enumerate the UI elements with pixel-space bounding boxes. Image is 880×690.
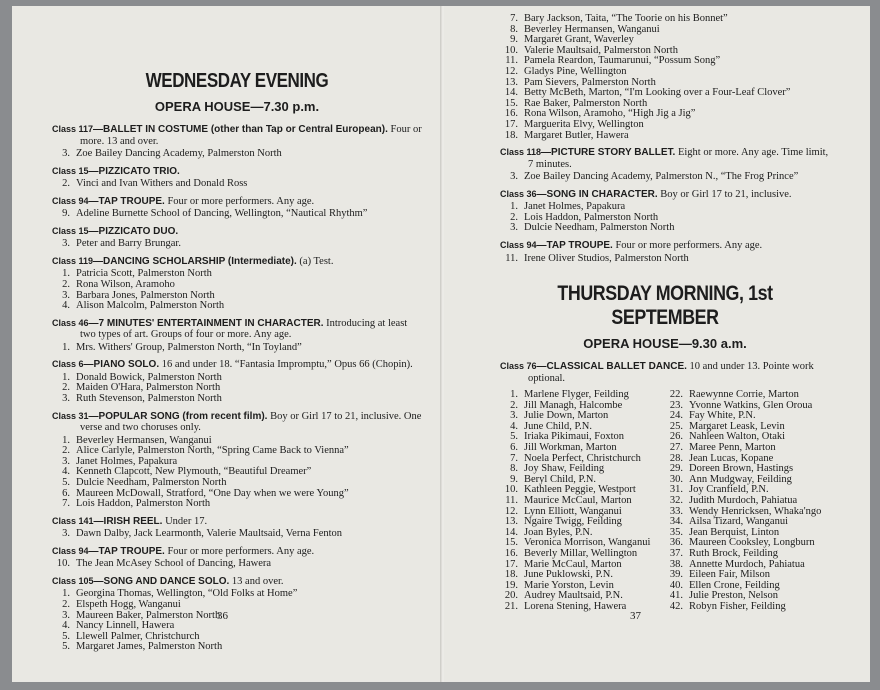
class-heading: Class 76—CLASSICAL BALLET DANCE. 10 and under 13. Pointe work optional.	[500, 361, 814, 384]
entry-text: Mrs. Withers' Group, Palmerston North, “In Toyland”	[76, 341, 302, 353]
entry-text: Kenneth Clapcott, New Plymouth, “Beautiful Dreamer”	[76, 466, 312, 478]
entry-number: 29.	[669, 463, 683, 475]
entry-text: Iriaka Pikimaui, Foxton	[524, 431, 625, 443]
entry-text: Nahleen Walton, Otaki	[689, 431, 786, 443]
entry-text: Maureen Cooksley, Longburn	[689, 537, 815, 549]
entry-list	[52, 269, 422, 311]
class-description: Four or more. 13 and over.	[80, 124, 422, 147]
entry-number: 21.	[504, 600, 518, 612]
entry-text: Pam Sievers, Palmerston North	[524, 76, 656, 88]
class-title: —PIZZICATO DUO.	[88, 225, 179, 237]
entry-number: 17.	[504, 118, 518, 130]
entry-number: 4.	[62, 300, 70, 312]
entry-number: 37.	[669, 548, 683, 559]
class-list	[52, 124, 422, 653]
entry-text: Lois Haddon, Palmerston North	[524, 211, 659, 223]
entry-text: Elspeth Hogg, Wanganui	[76, 599, 181, 611]
entry-text: Beverly Millar, Wellington	[524, 548, 638, 559]
class-heading	[52, 226, 422, 238]
entry-number: 10.	[504, 484, 518, 496]
day-title: WEDNESDAY EVENING	[145, 70, 329, 92]
class-title: —TAP TROUPE.	[88, 545, 165, 557]
entry-number: 24.	[669, 410, 683, 422]
entry-text: Maree Penn, Marton	[689, 442, 776, 454]
entry-item	[52, 529, 422, 540]
entry-number: 23.	[669, 399, 683, 411]
entry-text: Margaret Leask, Levin	[689, 420, 785, 432]
entry-number: 32.	[669, 495, 683, 507]
class-title: —SONG IN CHARACTER.	[536, 188, 658, 200]
entry-number: 10.	[504, 44, 518, 56]
entry-text: Peter and Barry Brungar.	[76, 238, 181, 250]
class-number: Class 31	[52, 410, 89, 421]
class-number: Class 141	[52, 515, 94, 526]
class-heading	[52, 196, 422, 208]
class-heading	[52, 411, 422, 434]
entry-number: 1.	[510, 389, 518, 401]
entry-number: 11.	[505, 252, 518, 264]
venue-heading: OPERA HOUSE—7.30 p.m.	[154, 99, 320, 114]
entry-number: 14.	[504, 526, 518, 538]
page-number: 36	[217, 610, 228, 622]
entry-item	[52, 280, 422, 291]
entry-item	[52, 478, 422, 489]
entry-number: 11.	[505, 55, 518, 67]
entry-text: Ellen Crone, Feilding	[689, 579, 780, 591]
entry-text: Julie Preston, Nelson	[689, 590, 778, 602]
entry-number: 35.	[669, 526, 683, 538]
entry-text: Beverley Hermansen, Wanganui	[524, 23, 660, 35]
entry-number: 14.	[504, 87, 518, 99]
entry-number: 11.	[505, 495, 518, 507]
entry-number: 15.	[504, 537, 518, 549]
entry-number: 26.	[669, 431, 683, 443]
entry-number: 3.	[62, 289, 70, 301]
entry-text: Margaret Grant, Waverley	[524, 34, 634, 46]
entry-text: Raewynne Corrie, Marton	[689, 389, 799, 401]
class-number: Class 94	[52, 195, 89, 206]
entry-item	[500, 223, 830, 234]
entry-text: Margaret James, Palmerston North	[76, 641, 223, 653]
class-number: Class 15	[52, 225, 89, 236]
entry-number: 12.	[504, 505, 518, 517]
entry-column-right	[665, 390, 830, 612]
entry-item	[500, 131, 830, 142]
entry-text: Alison Malcolm, Palmerston North	[76, 300, 225, 312]
entry-text: Ann Mudgway, Feilding	[689, 473, 792, 485]
entry-text: Vinci and Ivan Withers and Donald Ross	[76, 178, 248, 190]
entry-number: 9.	[510, 34, 518, 46]
class-title: —PIANO SOLO.	[83, 359, 160, 371]
class-heading	[500, 147, 830, 170]
entry-item	[500, 67, 830, 78]
continued-entries	[500, 14, 830, 141]
entry-number: 4.	[62, 466, 70, 478]
class-description: 16 and under 18. “Fantasia Impromptu,” Opus 66 (Chopin).	[159, 359, 413, 371]
entry-text: Maureen McDowall, Stratford, “One Day when we were Young”	[76, 487, 349, 499]
entry-number: 6.	[62, 487, 70, 499]
entry-number: 3.	[62, 393, 70, 405]
class-description: Four or more performers. Any age.	[164, 545, 315, 557]
entry-text: Barbara Jones, Palmerston North	[76, 289, 215, 301]
entry-number: 40.	[669, 579, 683, 591]
entry-text: Adeline Burnette School of Dancing, Wellington, “Nautical Rhythm”	[76, 208, 368, 220]
entry-text: Veronica Morrison, Wanganui	[524, 537, 651, 549]
entry-number: 13.	[504, 76, 518, 88]
class-description: 13 and over.	[229, 575, 284, 587]
entry-text: Margaret Butler, Hawera	[524, 129, 629, 141]
entry-text: Georgina Thomas, Wellington, “Old Folks at Home”	[76, 588, 298, 600]
entry-item	[52, 239, 422, 250]
entry-text: Bary Jackson, Taita, “The Toorie on his Bonnet”	[524, 13, 728, 24]
entry-list	[500, 254, 830, 265]
entry-text: Jill Managh, Halcombe	[524, 399, 623, 411]
entry-item	[52, 343, 422, 354]
entry-text: Jean Berquist, Linton	[689, 526, 780, 538]
entry-text: Alice Carlyle, Palmerston North, “Spring Came Back to Vienna”	[76, 445, 349, 457]
entry-number: 3.	[62, 455, 70, 467]
entry-text: Patricia Scott, Palmerston North	[76, 268, 212, 280]
class-description: Under 17.	[162, 515, 208, 527]
class-number: Class 36	[500, 188, 537, 199]
day-title: THURSDAY MORNING, 1st SEPTEMBER	[557, 282, 773, 330]
class-title: —IRISH REEL.	[93, 515, 163, 527]
entry-number: 6.	[510, 442, 518, 454]
class-heading	[52, 124, 422, 147]
entry-item	[52, 394, 422, 405]
entry-number: 2.	[510, 399, 518, 411]
entry-number: 5.	[510, 431, 518, 443]
entry-text: Beverley Hermansen, Wanganui	[76, 434, 212, 446]
entry-number: 9.	[62, 208, 70, 220]
class-title: —BALLET IN COSTUME (other than Tap or Central European).	[93, 124, 388, 135]
entry-number: 30.	[669, 473, 683, 485]
entry-text: Wendy Henricksen, Whaka'ngo	[689, 505, 822, 517]
class-heading	[52, 318, 422, 341]
class-heading	[500, 189, 830, 201]
entry-text: Audrey Maultsaid, P.N.	[524, 590, 623, 602]
entry-number: 38.	[669, 558, 683, 570]
class-heading	[52, 359, 422, 371]
entry-number: 36.	[669, 537, 683, 549]
entry-item	[52, 149, 422, 160]
entry-text: Donald Bowick, Palmerston North	[76, 371, 222, 383]
entry-item	[500, 254, 830, 265]
class-description: Boy or Girl 17 to 21, inclusive. One verse and two choruses only.	[80, 410, 422, 434]
entry-text: Betty McBeth, Marton, “I'm Looking over a Four-Leaf Clover”	[524, 87, 791, 99]
entry-list	[52, 179, 422, 190]
entry-number: 2.	[62, 278, 70, 290]
entry-text: Rona Wilson, Aramoho, “High Jig a Jig”	[524, 108, 696, 120]
entry-text: Llewell Palmer, Christchurch	[76, 630, 200, 642]
entry-text: Fay White, P.N.	[689, 410, 756, 422]
entry-number: 42.	[669, 600, 683, 612]
entry-text: Ailsa Tizard, Wanganui	[689, 516, 788, 528]
venue-heading: OPERA HOUSE—9.30 a.m.	[583, 336, 747, 352]
entry-number: 20.	[504, 590, 518, 602]
entry-text: Joan Byles, P.N.	[524, 526, 593, 538]
entry-text: Yvonne Watkins, Glen Oroua	[689, 399, 813, 411]
entry-list	[500, 202, 830, 234]
entry-item	[52, 209, 422, 220]
entry-list	[52, 589, 422, 653]
entry-number: 28.	[669, 452, 683, 464]
entry-number: 7.	[510, 13, 518, 24]
entry-number: 31.	[669, 484, 683, 496]
entry-text: Ngaire Twigg, Feilding	[524, 516, 622, 528]
entry-text: Maiden O'Hara, Palmerston North	[76, 382, 221, 394]
entry-number: 18.	[504, 569, 518, 581]
entry-number: 5.	[62, 641, 70, 653]
class-heading	[52, 546, 422, 558]
entry-number: 25.	[669, 420, 683, 432]
entry-number: 16.	[504, 108, 518, 120]
entry-number: 2.	[62, 178, 70, 190]
entry-text: Zoe Bailey Dancing Academy, Palmerston North	[76, 148, 282, 159]
entry-number: 3.	[62, 609, 70, 621]
class-title: —TAP TROUPE.	[536, 240, 613, 251]
entry-number: 5.	[62, 630, 70, 642]
entry-list	[52, 149, 422, 160]
entry-text: Eileen Fair, Milson	[689, 569, 770, 581]
entry-text: Joy Shaw, Feilding	[524, 463, 605, 475]
entry-number: 13.	[504, 516, 518, 528]
class-number: Class 118	[500, 147, 542, 158]
entry-list	[52, 373, 422, 405]
entry-text: Dulcie Needham, Palmerston North	[524, 222, 675, 234]
entry-text: Beryl Child, P.N.	[524, 473, 597, 485]
entry-number: 16.	[504, 548, 518, 559]
entry-text: Maurice McCaul, Marton	[524, 495, 632, 507]
entry-number: 1.	[510, 201, 518, 213]
entry-number: 8.	[510, 463, 518, 475]
entry-text: Rona Wilson, Aramoho	[76, 278, 175, 290]
class-title: —PICTURE STORY BALLET.	[541, 147, 676, 159]
entry-text: June Puklowski, P.N.	[524, 569, 613, 581]
class-number: Class 15	[52, 165, 89, 176]
entry-text: Robyn Fisher, Feilding	[689, 600, 786, 612]
entry-text: Marlene Flyger, Feilding	[524, 389, 629, 401]
entry-item	[500, 14, 830, 25]
entry-number: 1.	[62, 341, 70, 353]
entry-text: Pamela Reardon, Taumarunui, “Possum Song”	[524, 55, 721, 67]
entry-list	[52, 436, 422, 510]
entry-number: 1.	[62, 434, 70, 446]
entry-number: 2.	[62, 445, 70, 457]
entry-item	[665, 549, 830, 560]
entry-number: 1.	[62, 268, 70, 280]
class-heading	[52, 516, 422, 528]
right-page	[444, 6, 870, 682]
class-title: —7 MINUTES' ENTERTAINMENT IN CHARACTER.	[88, 317, 324, 329]
class-title: —PIZZICATO TRIO.	[88, 165, 180, 177]
class-title: —TAP TROUPE.	[88, 195, 165, 207]
class-title: —SONG AND DANCE SOLO.	[93, 575, 230, 587]
class-description: Introducing at least two types of art. Groups of four or more. Any age.	[80, 317, 408, 341]
entry-number: 19.	[504, 579, 518, 591]
entry-number: 18.	[504, 129, 518, 141]
entry-number: 8.	[510, 23, 518, 35]
entry-number: 41.	[669, 590, 683, 602]
entry-text: Jean Lucas, Kopane	[689, 452, 774, 464]
class-list	[500, 147, 830, 264]
entry-list	[52, 559, 422, 570]
entry-text: Annette Murdoch, Pahiatua	[689, 558, 805, 570]
entry-text: Noela Perfect, Christchurch	[524, 452, 641, 464]
entry-number: 2.	[62, 382, 70, 394]
entry-list	[52, 239, 422, 250]
entry-text: Kathleen Peggie, Westport	[524, 484, 636, 496]
entry-list	[52, 529, 422, 540]
entry-text: Joy Cranfield, P.N.	[689, 484, 769, 496]
class-number: Class 6	[52, 359, 84, 370]
entry-number: 17.	[504, 558, 518, 570]
entry-text: Dulcie Needham, Palmerston North	[76, 477, 227, 488]
entry-text: Marie McCaul, Marton	[524, 558, 622, 570]
entry-number: 3.	[62, 148, 70, 159]
entry-text: Dawn Dalby, Jack Learmonth, Valerie Maultsaid, Verna Fenton	[76, 528, 343, 540]
entry-number: 7.	[510, 452, 518, 464]
class-description: Four or more performers. Any age.	[612, 240, 763, 251]
entry-number: 4.	[62, 620, 70, 632]
left-page	[12, 6, 442, 682]
class-description: Four or more performers. Any age.	[164, 195, 315, 207]
entry-column-left	[500, 390, 665, 612]
entry-number: 5.	[62, 477, 70, 488]
entry-text: Irene Oliver Studios, Palmerston North	[524, 252, 689, 264]
entry-text: The Jean McAsey School of Dancing, Hawera	[76, 558, 272, 570]
entry-number: 7.	[62, 498, 70, 510]
entry-text: Janet Holmes, Papakura	[76, 455, 178, 467]
entry-number: 1.	[62, 588, 70, 600]
class-number: Class 94	[500, 240, 537, 250]
entry-text: Marie Yorston, Levin	[524, 579, 614, 591]
entry-text: Lorena Stening, Hawera	[524, 600, 627, 612]
entry-text: Marguerita Elvy, Wellington	[524, 118, 644, 130]
entry-item	[52, 499, 422, 510]
entry-number: 2.	[510, 211, 518, 223]
entry-number: 4.	[510, 420, 518, 432]
class-number: Class 46	[52, 317, 89, 328]
entry-number: 1.	[62, 371, 70, 383]
class-description: Boy or Girl 17 to 21, inclusive.	[657, 188, 792, 200]
entry-item	[52, 301, 422, 312]
entry-item	[52, 642, 422, 653]
entry-text: Judith Murdoch, Pahiatua	[689, 495, 798, 507]
class-number: Class 105	[52, 575, 94, 586]
entry-text: Valerie Maultsaid, Palmerston North	[524, 44, 678, 56]
entry-text: Janet Holmes, Papakura	[524, 201, 626, 213]
entry-number: 3.	[62, 238, 70, 250]
class-description: Eight or more. Any age. Time limit, 7 minutes.	[528, 147, 829, 170]
entry-number: 10.	[56, 558, 70, 570]
entry-number: 3.	[62, 528, 70, 540]
entry-text: Lois Haddon, Palmerston North	[76, 498, 211, 510]
page-number: 37	[630, 610, 641, 622]
class-title: —DANCING SCHOLARSHIP (Intermediate).	[93, 255, 297, 267]
entry-text: Maureen Baker, Palmerston North	[76, 609, 221, 621]
entry-number: 27.	[669, 442, 683, 454]
entry-number: 34.	[669, 516, 683, 528]
entry-number: 3.	[510, 410, 518, 422]
entry-text: June Child, P.N.	[524, 420, 592, 432]
entry-text: Zoe Bailey Dancing Academy, Palmerston N., “The Frog Prince”	[524, 171, 799, 183]
entry-text: Julie Down, Marton	[524, 410, 609, 422]
class-title: —POPULAR SONG (from recent film).	[88, 410, 268, 422]
entry-text: Doreen Brown, Hastings	[689, 463, 794, 475]
entry-list	[52, 209, 422, 220]
entry-text: Lynn Elliott, Wanganui	[524, 505, 622, 517]
class-heading	[52, 166, 422, 178]
entry-text: Nancy Linnell, Hawera	[76, 620, 175, 632]
class-heading	[500, 240, 830, 252]
class-description: (a) Test.	[296, 255, 334, 267]
entry-columns	[500, 390, 830, 612]
entry-text: Rae Baker, Palmerston North	[524, 97, 648, 109]
entry-number: 3.	[510, 222, 518, 234]
class-number: Class 117	[52, 124, 94, 134]
entry-text: Gladys Pine, Wellington	[524, 65, 627, 77]
entry-number: 3.	[510, 171, 518, 183]
entry-text: Jill Workman, Marton	[524, 442, 617, 454]
class-number: Class 119	[52, 255, 94, 266]
entry-number: 9.	[510, 473, 518, 485]
entry-text: Ruth Brock, Feilding	[689, 548, 778, 559]
entry-number: 15.	[504, 97, 518, 109]
entry-number: 39.	[669, 569, 683, 581]
class-heading	[52, 256, 422, 268]
entry-text: Ruth Stevenson, Palmerston North	[76, 393, 222, 405]
entry-item	[665, 602, 830, 613]
entry-item	[52, 179, 422, 190]
entry-item	[500, 172, 830, 183]
entry-number: 2.	[62, 599, 70, 611]
class-number: Class 94	[52, 545, 89, 556]
entry-list	[500, 172, 830, 183]
entry-number: 22.	[669, 389, 683, 401]
entry-item	[500, 120, 830, 131]
entry-number: 12.	[504, 65, 518, 77]
entry-list	[52, 343, 422, 354]
entry-item	[500, 549, 665, 560]
class-heading	[52, 576, 422, 588]
entry-item	[52, 559, 422, 570]
entry-number: 33.	[669, 505, 683, 517]
